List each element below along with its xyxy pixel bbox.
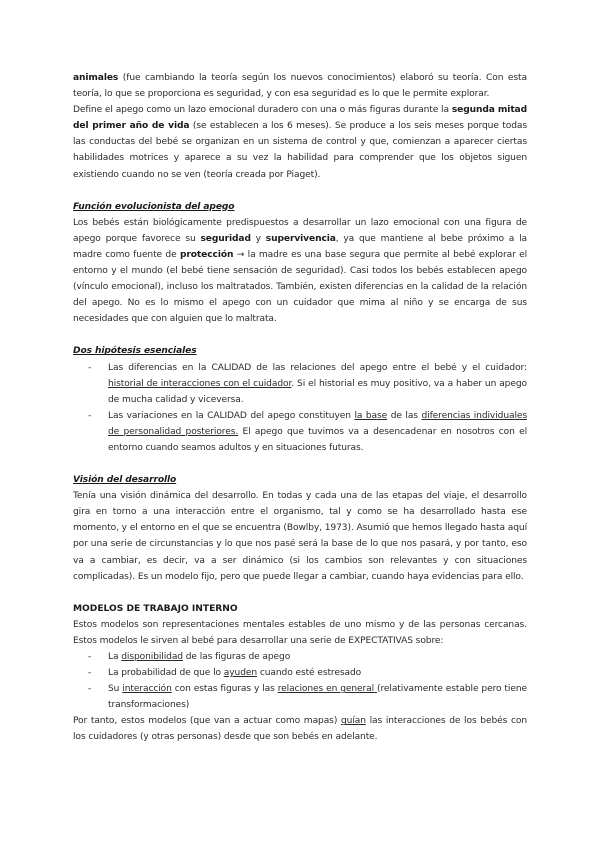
section-heading-hipotesis: Dos hipótesis esenciales	[73, 346, 197, 357]
underlined-term: guían	[340, 716, 366, 727]
text-run: La probabilidad de que lo	[108, 668, 224, 679]
text-run: cuando esté estresado	[257, 668, 362, 679]
section-intro-modelos	[73, 617, 527, 649]
underlined-term: la base	[354, 410, 388, 421]
section-heading-evolucionista: Función evolucionista del apego	[73, 201, 235, 212]
text-run: Su	[108, 684, 123, 695]
text-run: Por tanto, estos modelos (que van a actuar como mapas)	[73, 716, 341, 727]
text-run: de las	[387, 410, 422, 421]
list-item	[73, 681, 527, 713]
section-closing-modelos	[73, 713, 527, 745]
bold-term: supervivencia	[265, 233, 336, 244]
expectativas-list	[73, 649, 527, 713]
underlined-term: relaciones en general	[277, 684, 378, 695]
text-run: Las diferencias en la CALIDAD de las relaciones del apego entre el bebé y el cuidador:	[108, 362, 527, 373]
text-run: La	[108, 652, 122, 662]
list-item	[73, 360, 527, 408]
text-run: Las variaciones en la CALIDAD del apego constituyen	[108, 410, 355, 421]
text-run: y	[250, 233, 266, 244]
underlined-term: diferencias individuales de personalidad posteriores.	[108, 410, 528, 437]
text-run: Estos modelos son representaciones mentales estables de uno mismo y de las personas cercanas. Estos modelos le sirven al bebé para desarrollar una serie de EXPECTATIVAS sobre:	[73, 619, 527, 646]
intro-paragraph-1	[73, 70, 527, 102]
text-run: Los bebés están biológicamente predispuestos a desarrollar un lazo emocional con una figura de apego porque favorece su	[73, 217, 527, 244]
text-run: (relativamente estable pero tiene transformaciones)	[108, 684, 527, 711]
list-item	[73, 649, 527, 665]
hipotesis-list	[73, 360, 527, 457]
section-heading-vision: Visión del desarrollo	[73, 475, 177, 486]
section-heading-modelos: MODELOS DE TRABAJO INTERNO	[73, 603, 238, 614]
text-run: Tenía una visión dinámica del desarrollo. En todas y cada una de las etapas del viaje, el desarrollo gira en torno a una interacción entre el organismo, tal y como se ha desarrollado hasta ese momento, y el entorno en el que se encuentra (Bowlby, 1973). Asumió que hemos llegado hasta aquí por una serie de circunstancias y lo que nos pasé será la base de lo que nos pasará, y por tanto, eso va a cambiar, es decir, va a ser dinámico (si los cambios son relevantes y con situaciones complicadas). Es un modelo fijo, pero que puede llegar a cambiar, cuando haya evidencias para ello.	[73, 491, 527, 582]
text-run: (se establecen a los 6 meses). Se produce a los seis meses porque todas las conductas del bebé se organizan en un sistema de control y que, comienzan a aparecer ciertas habilidades motrices y aparece a su vez la habilidad para comprender que los objetos siguen existiendo cuando no se ven (teoría creada por Piaget).	[73, 121, 527, 180]
bold-term: seguridad	[200, 233, 251, 244]
text-run: , ya que mantiene al bebe próximo a la madre como fuente de	[73, 233, 527, 260]
list-item	[73, 408, 527, 456]
bold-term: segunda mitad del primer año de vida	[73, 105, 528, 132]
underlined-term: historial de interacciones con el cuidador	[108, 378, 292, 389]
text-run: → la madre es una base segura que permite al bebé explorar el entorno y el mundo (el bebé tiene sensación de seguridad). Casi todos los bebés establecen apego (vínculo emocional), incluso los maltratados. También, existen diferencias en la calidad de la relación del apego. No es lo mismo el apego con un cuidador que mima al niño y se encarga de sus necesidades que con alguien que lo maltrata.	[73, 249, 528, 325]
text-run: (fue cambiando la teoría según los nuevos conocimientos) elaboró su teoría. Con esta teoría, lo que se proporciona es seguridad, y con esa seguridad es lo que le permite explorar.	[73, 73, 527, 100]
text-run: El apego que tuvimos va a desencadenar en nosotros con el entorno cuando seamos adultos y en situaciones futuras.	[108, 426, 528, 453]
text-run: las interacciones de los bebés con los cuidadores (y otras personas) desde que son bebés en adelante.	[73, 716, 527, 743]
bold-term: animales	[73, 73, 119, 83]
text-run: . Si el historial es muy positivo, va a haber un apego de mucha calidad y viceversa.	[108, 378, 527, 405]
text-run: con estas figuras y las	[171, 684, 278, 695]
text-run: Define el apego como un lazo emocional duradero con una o más figuras durante la	[73, 105, 452, 116]
section-body-vision	[73, 488, 527, 585]
section-body-evolucionista	[73, 215, 527, 328]
list-item	[73, 665, 527, 681]
intro-paragraph-2	[73, 102, 527, 182]
underlined-term: disponibilidad	[121, 652, 183, 662]
text-run: de las figuras de apego	[182, 652, 291, 662]
underlined-term: ayuden	[223, 668, 258, 679]
underlined-term: interacción	[122, 684, 172, 695]
document-page	[73, 70, 527, 746]
bold-term: protección	[179, 249, 234, 260]
